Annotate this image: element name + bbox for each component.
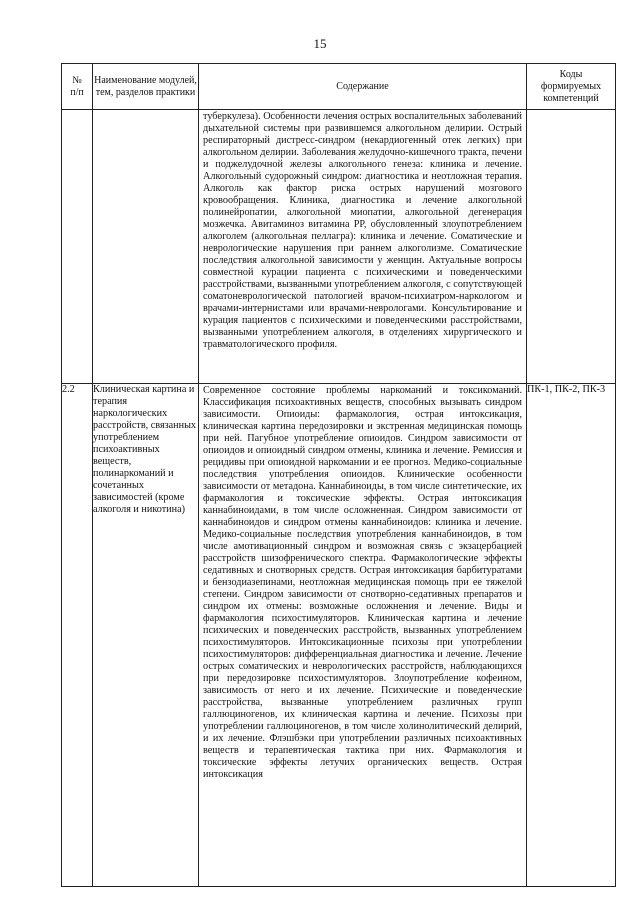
header-content: Содержание — [199, 64, 527, 110]
row-number — [62, 110, 93, 384]
header-number: № п/п — [62, 64, 93, 110]
row-name: Клиническая картина и терапия наркологических расстройств, связанных употреблением психоактивных веществ, полинаркоманий и сочетанных зависимостей (кроме алкоголя и никотина) — [93, 384, 199, 887]
row-name — [93, 110, 199, 384]
row-content-cell — [199, 384, 527, 887]
table-row — [62, 384, 616, 887]
curriculum-table — [61, 63, 616, 887]
row-number: 2.2 — [62, 384, 93, 887]
table-header-row — [62, 64, 616, 110]
row-content-cell — [199, 110, 527, 384]
table-row — [62, 110, 616, 384]
row-codes — [527, 110, 616, 384]
header-codes: Коды формируемых компетенций — [527, 64, 616, 110]
page-number: 15 — [313, 36, 327, 51]
row-codes: ПК-1, ПК-2, ПК-3 — [527, 384, 616, 887]
header-name: Наименование модулей, тем, разделов практики — [93, 64, 199, 110]
row-content: туберкулеза). Особенности лечения острых воспалительных заболеваний дыхательной системы при развившемся алкогольном делирии. Острый респираторный дистресс-синдром (некардиогенный отек легких) при алкогольном делирии. Заболевания желудочно-кишечного тракта, печени и поджелудочной железы алкогольного генеза: клиника и лечение. Алкогольный судорожный синдром: диагностика и неотложная терапия. Алкоголь как фактор риска острых нарушений мозгового кровообращения. Клиника, диагностика и лечение алкогольной полинейропатии, алкогольной миопатии, алкогольной дегенерация мозжечка. Авитаминоз витамина РР, обусловленный злоупотреблением алкоголем (алкогольная пеллагра): клиника и лечение. Соматические и неврологические нарушения при раннем алкоголизме. Соматические последствия алкогольной зависимости у женщин. Актуальные вопросы совместной курации пациента с психическими и поведенческими расстройствами, вызванными употреблением алкоголя, с сопутствующей соматоневрологической патологией врачом-психиатром-наркологом и врачами-интернистами или врачами-неврологами. Консультирование и курация пациентов с психическими и поведенческими расстройствами, вызванными употреблением алкоголя, в отделениях хирургического и травматологического профиля. — [203, 111, 522, 350]
row-content: Современное состояние проблемы наркоманий и токсикоманий. Классификация психоактивных веществ, способных вызывать синдром зависимости. Опиоиды: фармакология, острая интоксикация, клиническая картина передозировки и экстренная медицинская помощь при ней. Пагубное употребление опиоидов. Синдром зависимости от опиоидов и опиоидный синдром отмены, клиника и лечение. Ремиссия и рецидивы при опиоидной наркомании и ее прогноз. Медико-социальные последствия употребления опиоидов. Клинические особенности зависимости от метадона. Каннабиноиды, в том числе синтетические, их фармакология и токсические эффекты. Острая интоксикация каннабиноидами, в том числе осложненная. Синдром зависимости от каннабиноидов и синдром отмены каннабиноидов: клиника и лечение. Медико-социальные последствия употребления каннабиноидов, в том числе амотивационный синдром и возможная связь с экзацербацией расстройств шизофренического спектра. Фармакологические эффекты седативных и снотворных средств. Острая интоксикация барбитуратами и бензодиазепинами, неотложная медицинская помощь при ее тяжелой степени. Синдром зависимости от снотворно-седативных препаратов и синдром их отмены: возможные осложнения и лечение. Виды и фармакология психостимуляторов. Клиническая картина и лечение психических и поведенческих расстройств, вызванных употреблением психостимуляторов. Интоксикационные психозы при употреблении психостимуляторов: дифференциальная диагностика и лечение. Лечение острых соматических и неврологических расстройств, наблюдающихся при передозировке психостимуляторов. Злоупотребление кофеином, зависимость от него и их лечение. Психические и поведенческие расстройства, вызванные употреблением различных групп галлюциногенов, их клиническая картина и лечение. Психозы при употреблении галлюциногенов, в том числе холинолитический делирий, и их лечение. Флэшбэки при употреблении различных психоактивных веществ и терапевтическая тактика при них. Фармакология и токсические эффекты летучих органических веществ. Острая интоксикация — [203, 385, 522, 780]
